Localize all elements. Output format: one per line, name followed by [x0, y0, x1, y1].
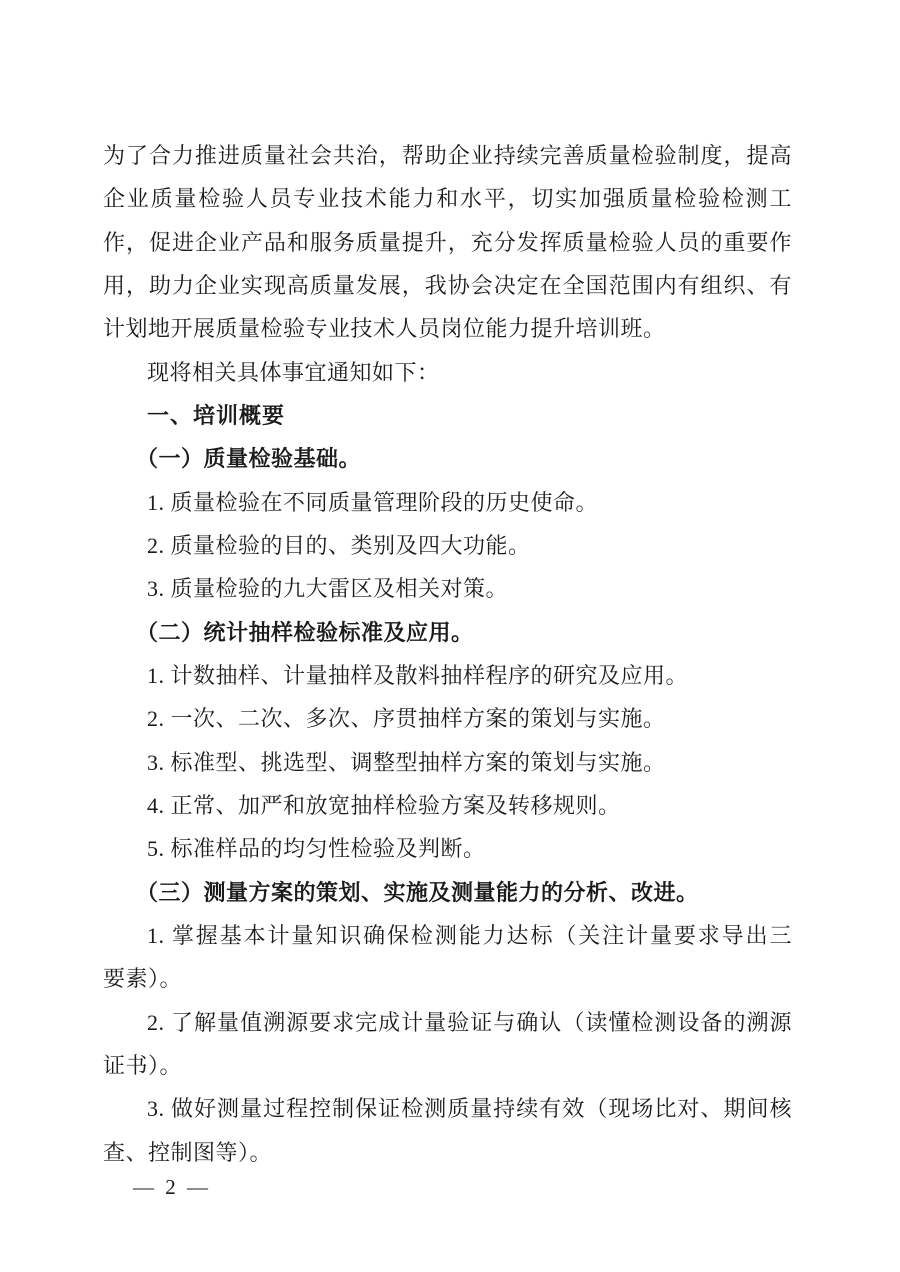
paragraph-line: 4. 正常、加严和放宽抽样检验方案及转移规则。 [147, 792, 621, 818]
paragraph-line: 企业质量检验人员专业技术能力和水平，切实加强质量检验检测工 [103, 186, 792, 212]
paragraph-line: 2. 了解量值溯源要求完成计量验证与确认（读懂检测设备的溯源 [147, 1009, 792, 1035]
paragraph-line: 1. 质量检验在不同质量管理阶段的历史使命。 [147, 489, 599, 515]
paragraph-line: 3. 做好测量过程控制保证检测质量持续有效（现场比对、期间核 [147, 1096, 792, 1122]
paragraph-line: 现将相关具体事宜通知如下： [147, 359, 440, 385]
paragraph-line: 2. 质量检验的目的、类别及四大功能。 [147, 532, 531, 558]
paragraph-line: 证书）。 [103, 1052, 183, 1078]
paragraph-line: 1. 计数抽样、计量抽样及散料抽样程序的研究及应用。 [147, 662, 689, 688]
paragraph-line: 要素）。 [103, 966, 183, 992]
paragraph-line: 1. 掌握基本计量知识确保检测能力达标（关注计量要求导出三 [147, 922, 792, 948]
subsection-heading: （二）统计抽样检验标准及应用。 [136, 619, 474, 645]
paragraph-line: 查、控制图等）。 [103, 1139, 273, 1165]
page-number: — 2 — [133, 1174, 211, 1199]
subsection-heading: （三）测量方案的策划、实施及测量能力的分析、改进。 [136, 879, 699, 905]
paragraph-line: 计划地开展质量检验专业技术人员岗位能力提升培训班。 [103, 316, 666, 342]
paragraph-line: 为了合力推进质量社会共治，帮助企业持续完善质量检验制度，提高 [103, 143, 792, 168]
paragraph-line: 2. 一次、二次、多次、序贯抽样方案的策划与实施。 [147, 706, 666, 732]
document-body [103, 134, 792, 1201]
paragraph-line: 3. 标准型、挑选型、调整型抽样方案的策划与实施。 [147, 749, 666, 775]
paragraph-line: 3. 质量检验的九大雷区及相关对策。 [147, 576, 509, 602]
document-text-block [103, 134, 792, 1174]
section-heading: 一、培训概要 [147, 402, 286, 428]
subsection-heading: （一）质量检验基础。 [136, 446, 362, 472]
paragraph-line: 用，助力企业实现高质量发展，我协会决定在全国范围内有组织、有 [103, 272, 792, 298]
paragraph-line: 5. 标准样品的均匀性检验及判断。 [147, 836, 486, 862]
paragraph-line: 作，促进企业产品和服务质量提升，充分发挥质量检验人员的重要作 [103, 229, 792, 255]
